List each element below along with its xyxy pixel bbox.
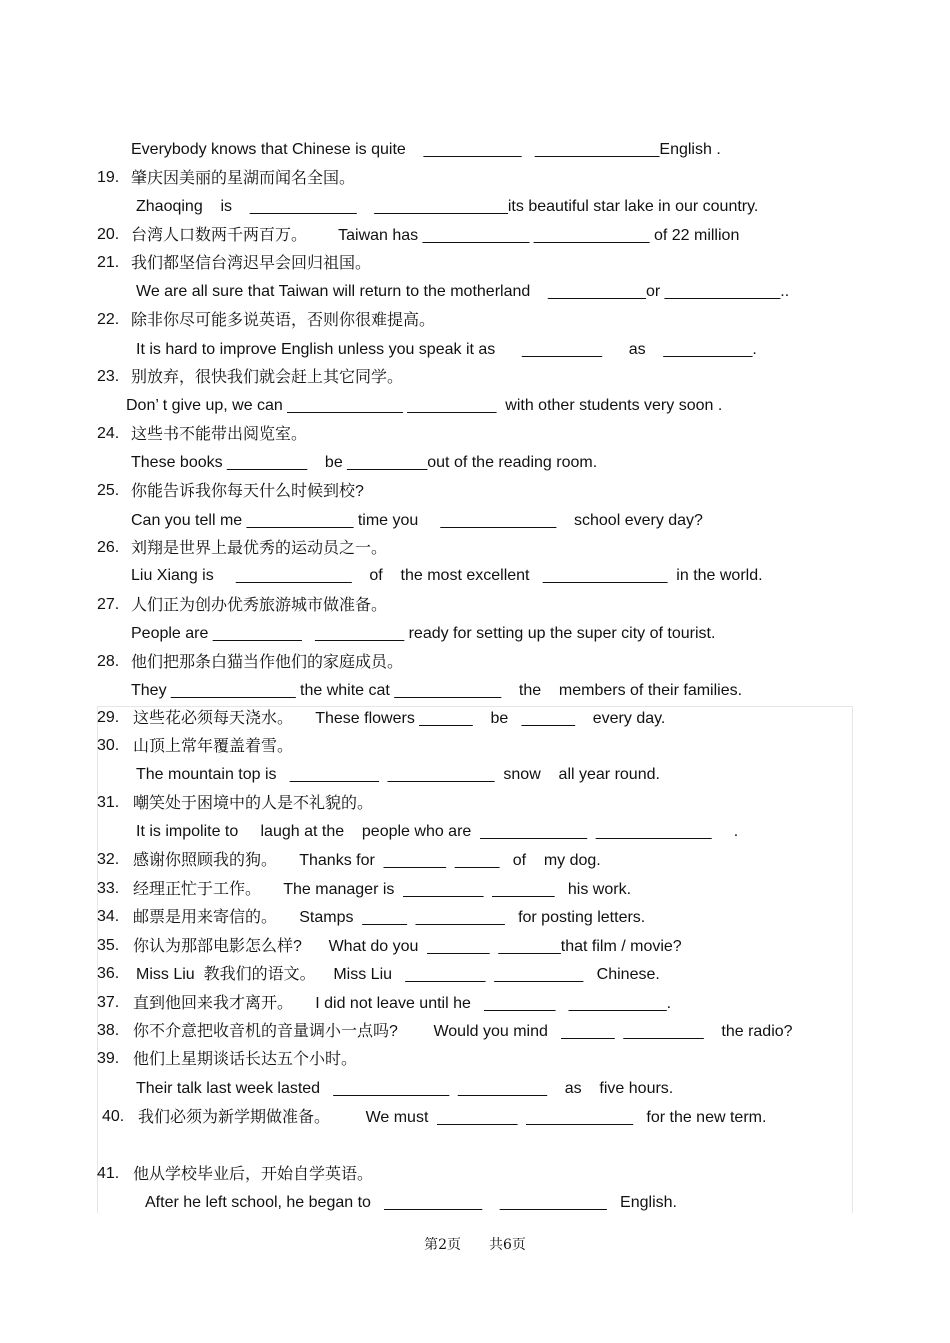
item-number: 25.: [97, 482, 120, 499]
english-sentence: We are all sure that Taiwan will return to the motherland ___________or _____________..: [136, 283, 790, 300]
item-number: 40.: [102, 1108, 125, 1125]
item-number: 30.: [97, 737, 120, 754]
item-number: 36.: [97, 965, 120, 982]
chinese-prompt: 他们把那条白猫当作他们的家庭成员。: [131, 654, 404, 671]
item-number: 28.: [97, 653, 120, 670]
item-number: 34.: [97, 908, 120, 925]
item-number: 26.: [97, 539, 120, 556]
chinese-prompt: 除非你尽可能多说英语，否则你很难提高。: [131, 312, 436, 329]
chinese-prompt: 直到他回来我才离开。 I did not leave until he ________ ___________.: [133, 995, 672, 1012]
chinese-prompt: 他们上星期谈话长达五个小时。: [133, 1051, 358, 1068]
english-sentence: Don’ t give up, we can _____________ __________ with other students very soon .: [126, 397, 723, 414]
chinese-prompt: 人们正为创办优秀旅游城市做准备。: [131, 597, 388, 614]
item-number: 27.: [97, 596, 120, 613]
page-number: 第2页: [424, 1237, 461, 1253]
item-number: 33.: [97, 880, 120, 897]
chinese-prompt: 经理正忙于工作。 The manager is _________ _______ his work.: [133, 881, 632, 898]
item-number: 22.: [97, 311, 120, 328]
item-number: 39.: [97, 1050, 120, 1067]
english-sentence: Their talk last week lasted _____________ __________ as five hours.: [136, 1080, 674, 1097]
chinese-prompt: 这些书不能带出阅览室。: [131, 426, 308, 443]
chinese-prompt: 肇庆因美丽的星湖而闻名全国。: [131, 170, 356, 187]
item-number: 19.: [97, 169, 120, 186]
chinese-prompt: 这些花必须每天浇水。 These flowers ______ be ______ every day.: [133, 710, 666, 727]
chinese-prompt: 嘲笑处于困境中的人是不礼貌的。: [133, 795, 374, 812]
chinese-prompt: Miss Liu 教我们的语文。 Miss Liu _________ __________ Chinese.: [136, 966, 660, 983]
english-sentence: Zhaoqing is ____________ _______________its beautiful star lake in our country.: [136, 198, 759, 215]
chinese-prompt: 邮票是用来寄信的。 Stamps _____ __________ for posting letters.: [133, 909, 646, 926]
english-sentence: The mountain top is __________ ____________ snow all year round.: [136, 766, 660, 783]
english-sentence: These books _________ be _________out of the reading room.: [131, 454, 598, 471]
page-footer: [0, 1234, 950, 1254]
item-number: 32.: [97, 851, 120, 868]
item-number: 41.: [97, 1165, 120, 1182]
chinese-prompt: 别放弃，很快我们就会赶上其它同学。: [131, 369, 404, 386]
item-number: 37.: [97, 994, 120, 1011]
chinese-prompt: 我们都坚信台湾迟早会回归祖国。: [131, 255, 372, 272]
english-sentence: It is hard to improve English unless you speak it as _________ as __________.: [136, 341, 757, 358]
english-sentence: Liu Xiang is _____________ of the most excellent ______________ in the world.: [131, 567, 763, 584]
item-number: 21.: [97, 254, 120, 271]
chinese-prompt: 刘翔是世界上最优秀的运动员之一。: [131, 540, 388, 557]
chinese-prompt: 我们必须为新学期做准备。 We must _________ ____________ for the new term.: [138, 1109, 767, 1126]
chinese-prompt: 感谢你照顾我的狗。 Thanks for _______ _____ of my dog.: [133, 852, 601, 869]
sentence-line: Everybody knows that Chinese is quite ___________ ______________English .: [131, 141, 721, 158]
chinese-prompt: 你认为那部电影怎么样? What do you _______ _______that film / movie?: [133, 938, 682, 955]
chinese-prompt: 台湾人口数两千两百万。 Taiwan has ____________ _____________ of 22 million: [131, 227, 740, 244]
item-number: 20.: [97, 226, 120, 243]
chinese-prompt: 你能告诉我你每天什么时候到校?: [131, 483, 364, 500]
chinese-prompt: 山顶上常年覆盖着雪。: [133, 738, 294, 755]
english-sentence: After he left school, he began to ___________ ____________ English.: [145, 1194, 677, 1211]
item-number: 38.: [97, 1022, 120, 1039]
page-total: 共6页: [489, 1237, 526, 1253]
item-number: 35.: [97, 937, 120, 954]
item-number: 29.: [97, 709, 120, 726]
chinese-prompt: 你不介意把收音机的音量调小一点吗? Would you mind ______ _________ the radio?: [133, 1023, 793, 1040]
chinese-prompt: 他从学校毕业后，开始自学英语。: [133, 1166, 374, 1183]
item-number: 31.: [97, 794, 120, 811]
english-sentence: Can you tell me ____________ time you _____________ school every day?: [131, 512, 703, 529]
english-sentence: They ______________ the white cat ____________ the members of their families.: [131, 682, 743, 699]
item-number: 23.: [97, 368, 120, 385]
item-number: 24.: [97, 425, 120, 442]
english-sentence: People are __________ __________ ready for setting up the super city of tourist.: [131, 625, 716, 642]
english-sentence: It is impolite to laugh at the people who are ____________ _____________ .: [136, 823, 739, 840]
